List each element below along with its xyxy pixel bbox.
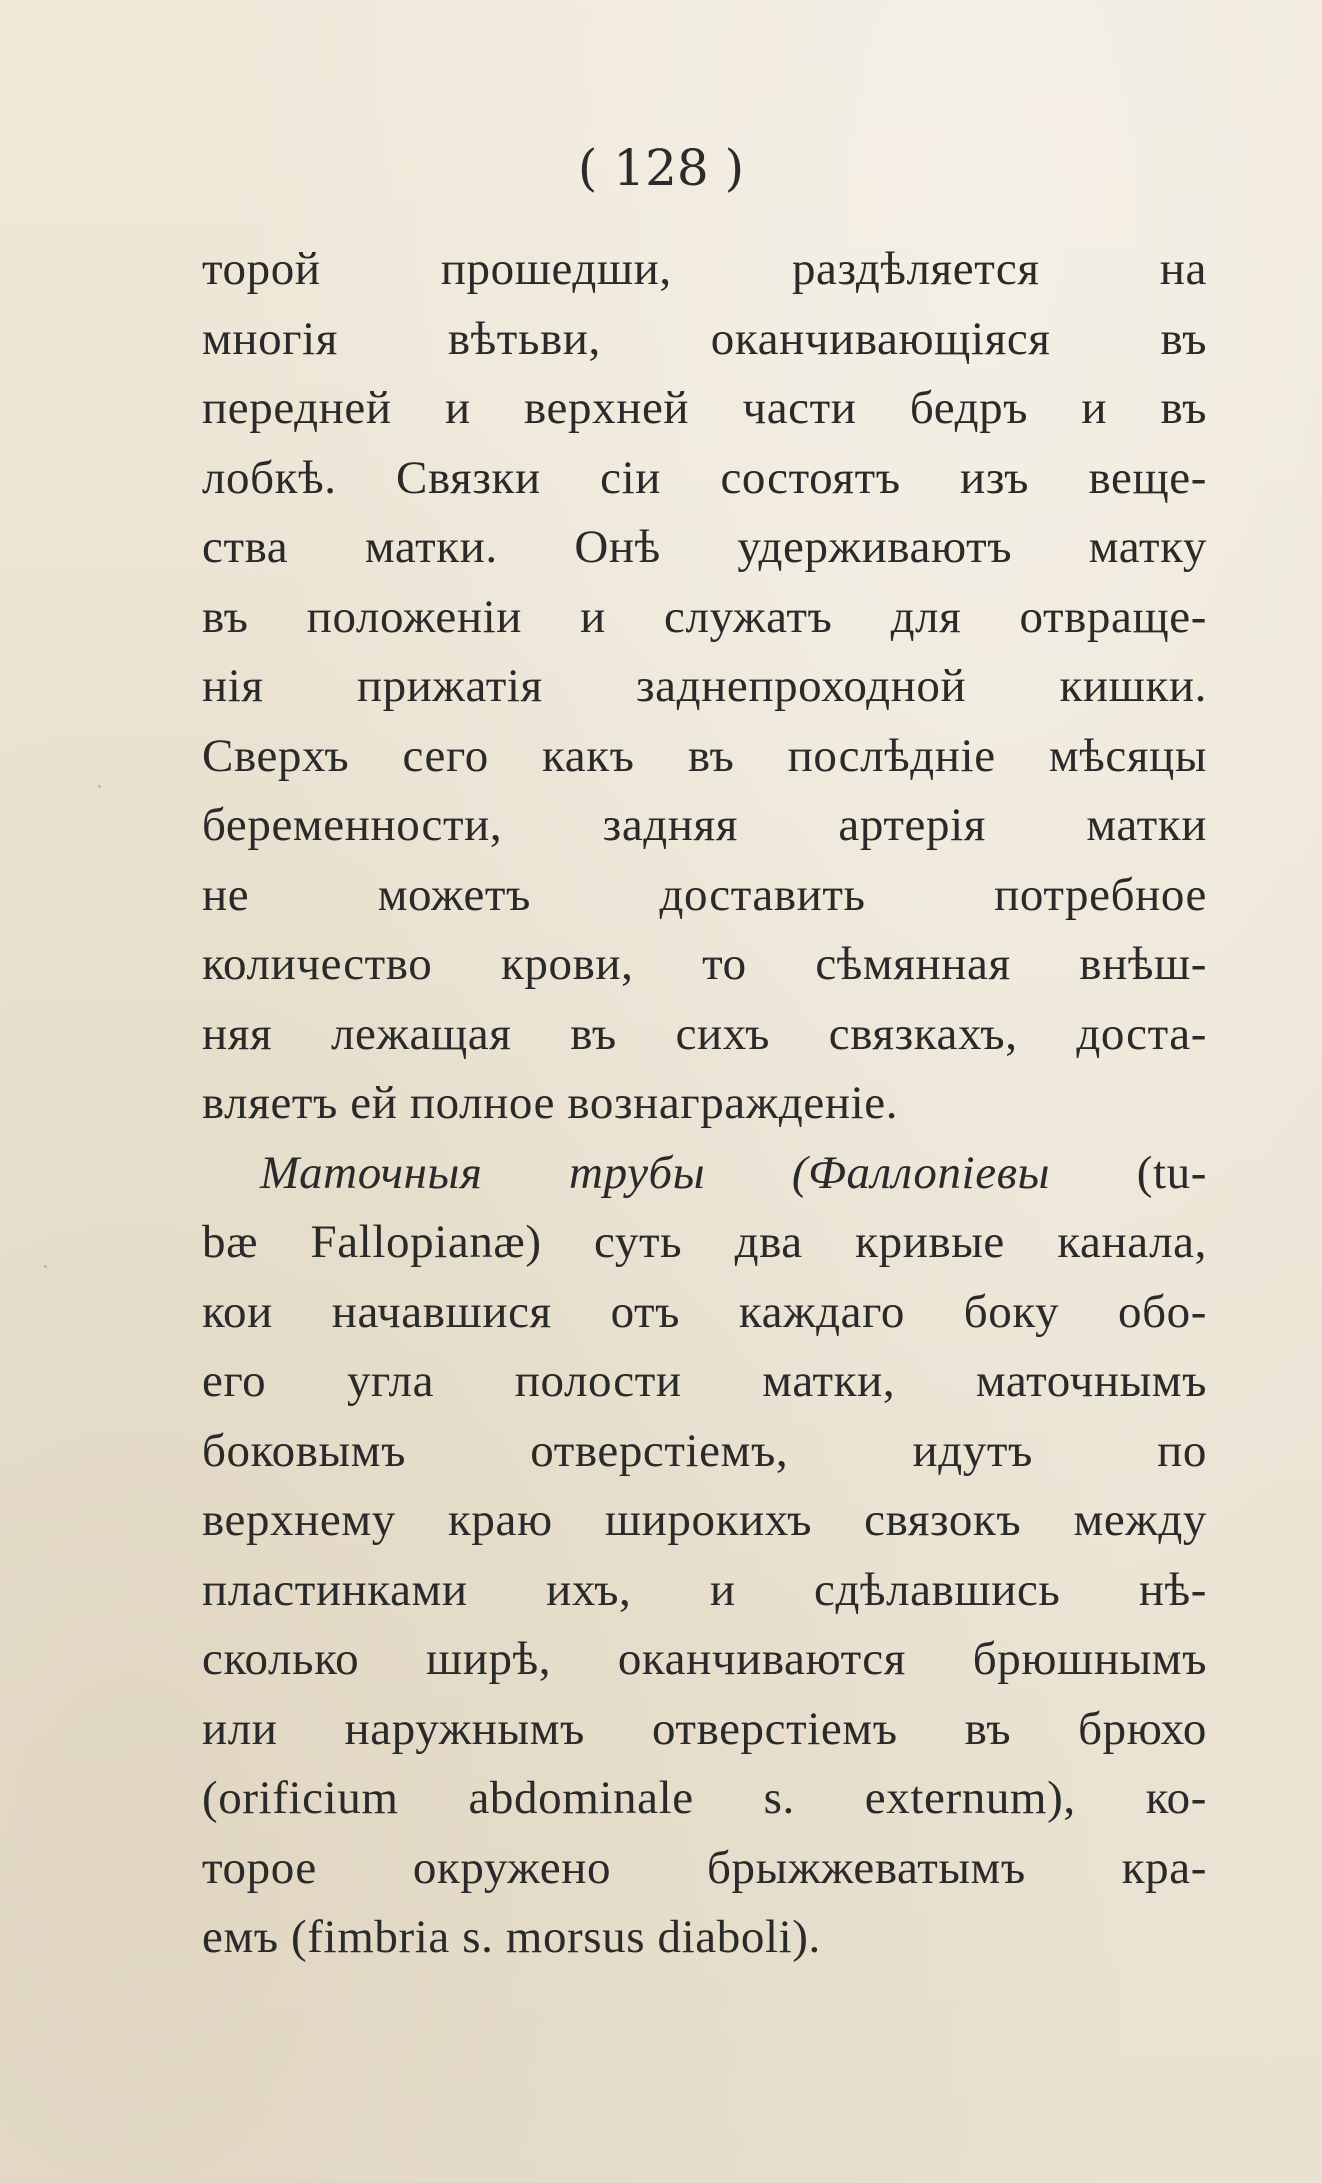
paper-speck [1168,1655,1171,1658]
text-line: ства матки. Онѣ удерживаютъ матку [202,521,1207,573]
paragraph-first-line [202,1139,1207,1209]
text-line: торое окружено брыжжеватымъ кра- [202,1841,1207,1894]
body-text [202,235,1207,1973]
page-number: ( 128 ) [577,139,745,197]
text-line: лобкѣ. Связки сіи состоятъ изъ веще- [202,451,1207,504]
text-line: его угла полости матки, маточнымъ [202,1355,1207,1407]
text-line: Сверхъ сего какъ въ послѣдніе мѣсяцы [202,729,1207,782]
text-line: количество крови, то сѣмянная внѣш- [202,938,1207,990]
text-line: няя лежащая въ сихъ связкахъ, доста- [202,1007,1207,1060]
text-line: торой прошедши, раздѣляется на [202,243,1207,295]
text-line: многія вѣтьви, оканчивающіяся въ [202,312,1207,365]
text-line: боковымъ отверстіемъ, идутъ по [202,1424,1207,1477]
text-line: передней и верхней части бедръ и въ [202,382,1207,434]
text-line: сколько ширѣ, оканчиваются брюшнымъ [202,1633,1207,1685]
italic-heading-text: Маточныя трубы (Фаллопіевы [260,1146,1051,1199]
text-line: (orificium abdominale s. externum), ко- [202,1772,1207,1824]
text-line: въ положеніи и служатъ для отвраще- [202,590,1207,643]
text-line: емъ (fimbria s. morsus diaboli). [202,1911,821,1963]
text-line: нія прижатія заднепроходной кишки. [202,660,1207,712]
text-line: беременности, задняя артерія матки [202,799,1207,851]
text-line: вляетъ ей полное вознагражденіе. [202,1077,899,1129]
paper-speck [98,785,101,788]
paper-speck [44,1265,47,1268]
text-line: bæ Fallopianæ) суть два кривые канала, [202,1216,1207,1268]
text-line: не можетъ доставить потребное [202,868,1207,921]
text-line: верхнему краю широкихъ связокъ между [202,1494,1207,1546]
text-fragment: (tu- [1050,1146,1207,1199]
text-line: пластинками ихъ, и сдѣлавшись нѣ- [202,1563,1207,1616]
text-line: кои начавшися отъ каждаго боку обо- [202,1285,1207,1338]
text-line: или наружнымъ отверстіемъ въ брюхо [202,1702,1207,1755]
